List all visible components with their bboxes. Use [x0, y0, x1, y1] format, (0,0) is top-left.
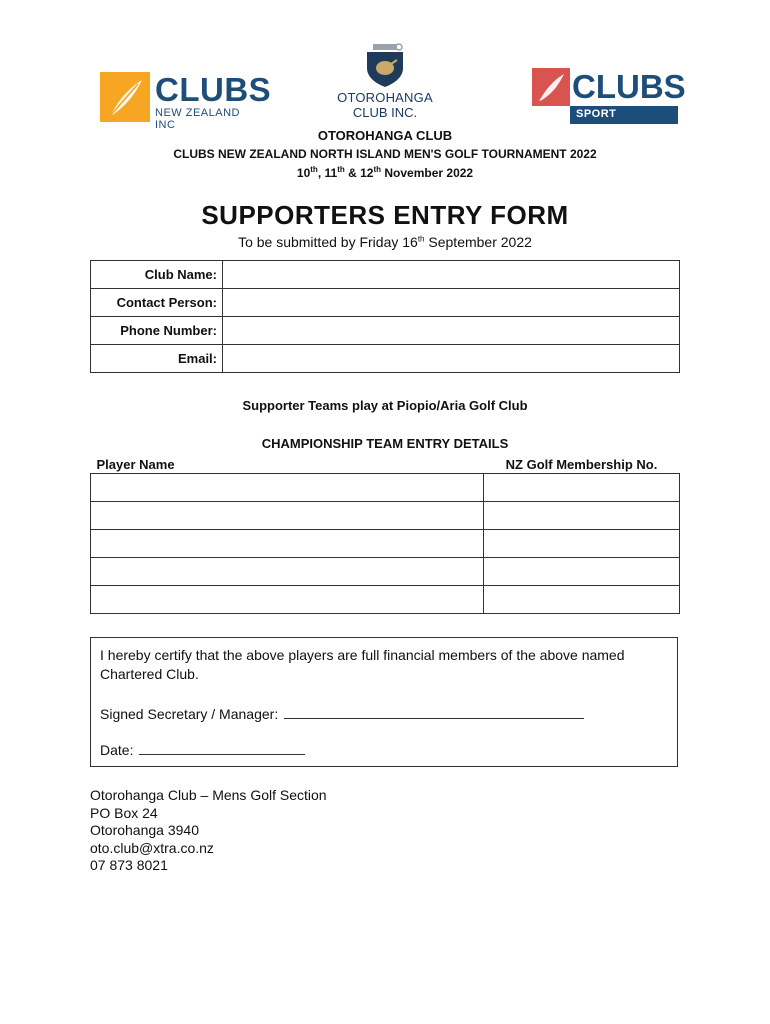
feather-icon — [100, 72, 150, 122]
contact-phone: 07 873 8021 — [90, 857, 168, 873]
membership-cell[interactable] — [484, 586, 680, 614]
player-name-cell[interactable] — [91, 474, 484, 502]
player-name-cell[interactable] — [91, 586, 484, 614]
signature-line[interactable] — [284, 704, 584, 719]
contact-row-email — [91, 345, 680, 373]
signature-label: Signed Secretary / Manager: — [100, 706, 279, 722]
table-row — [91, 530, 680, 558]
tournament-heading: CLUBS NEW ZEALAND NORTH ISLAND MEN'S GOLF TOURNAMENT 2022 — [173, 147, 597, 161]
address-line: Otorohanga Club – Mens Golf Section — [90, 787, 327, 803]
club-crest-icon — [363, 42, 407, 88]
otorohanga-club-logo: OTOROHANGA CLUB INC. — [330, 42, 440, 124]
submit-deadline: To be submitted by Friday 16th September 2022 — [238, 234, 532, 250]
signature-row — [100, 704, 584, 722]
contact-person-label: Contact Person: — [91, 289, 223, 317]
membership-cell[interactable] — [484, 530, 680, 558]
phone-number-field[interactable] — [223, 317, 680, 345]
player-entry-table — [90, 455, 680, 614]
club-name-label: Club Name: — [91, 261, 223, 289]
email-field[interactable] — [223, 345, 680, 373]
address-line: PO Box 24 — [90, 804, 158, 821]
club-heading: OTOROHANGA CLUB — [317, 128, 453, 143]
table-row — [91, 558, 680, 586]
phone-number-label: Phone Number: — [91, 317, 223, 345]
date-line[interactable] — [139, 740, 305, 755]
address-line: Otorohanga 3940 — [90, 822, 199, 838]
table-row — [91, 586, 680, 614]
contact-row-person — [91, 289, 680, 317]
championship-heading: CHAMPIONSHIP TEAM ENTRY DETAILS — [261, 436, 509, 451]
form-title: SUPPORTERS ENTRY FORM — [201, 200, 569, 230]
player-table-header — [91, 455, 680, 474]
date-label: Date: — [100, 742, 134, 758]
contact-row-club — [91, 261, 680, 289]
player-name-header: Player Name — [91, 455, 484, 474]
player-name-cell[interactable] — [91, 530, 484, 558]
clubs-nz-logo: CLUBS NEW ZEALAND INC — [100, 72, 260, 124]
player-name-cell[interactable] — [91, 502, 484, 530]
teams-venue-note: Supporter Teams play at Piopio/Aria Golf Club — [242, 398, 528, 413]
table-row — [91, 474, 680, 502]
club-name-field[interactable] — [223, 261, 680, 289]
membership-cell[interactable] — [484, 474, 680, 502]
email-label: Email: — [91, 345, 223, 373]
contact-person-field[interactable] — [223, 289, 680, 317]
player-name-cell[interactable] — [91, 558, 484, 586]
address-block — [90, 787, 327, 875]
certification-text: I hereby certify that the above players are full financial members of the above named Chartered Club. — [100, 647, 625, 682]
contact-row-phone — [91, 317, 680, 345]
contact-email: oto.club@xtra.co.nz — [90, 839, 214, 856]
membership-cell[interactable] — [484, 502, 680, 530]
certification-box — [90, 637, 678, 767]
tournament-dates: 10th, 11th & 12th November 2022 — [296, 165, 474, 180]
clubs-sport-logo: CLUBS SPORT — [532, 68, 680, 126]
feather-icon — [532, 68, 570, 106]
table-row — [91, 502, 680, 530]
membership-cell[interactable] — [484, 558, 680, 586]
date-row — [100, 740, 305, 758]
contact-details-table — [90, 260, 680, 373]
membership-header: NZ Golf Membership No. — [484, 455, 680, 474]
